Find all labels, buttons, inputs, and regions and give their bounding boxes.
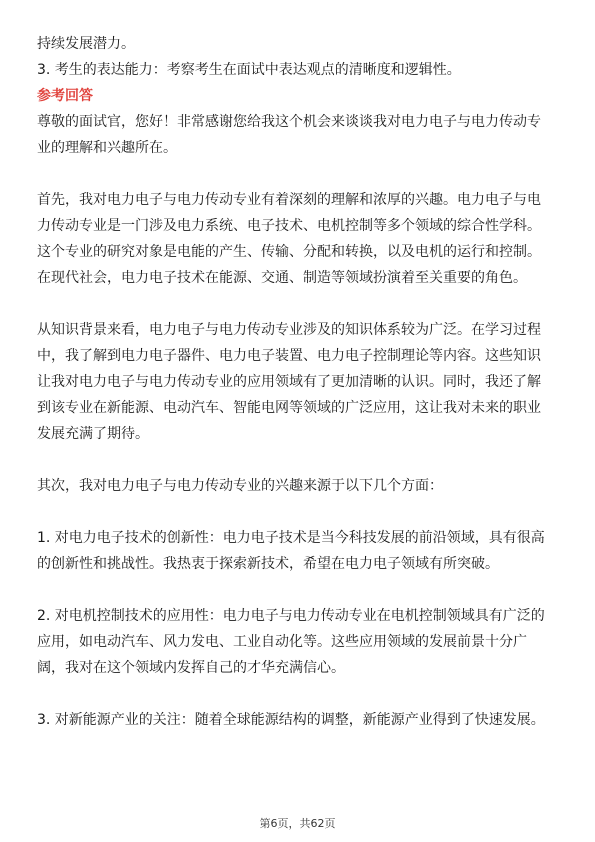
text-line: 3. 考生的表达能力：考察考生在面试中表达观点的清晰度和逻辑性。 bbox=[37, 62, 461, 78]
text-line: 首先，我对电力电子与电力传动专业有着深刻的理解和浓厚的兴趣。电力电子与电 bbox=[37, 192, 541, 208]
text-line: 尊敬的面试官，您好！非常感谢您给我这个机会来谈谈我对电力电子与电力传动专 bbox=[37, 114, 541, 130]
page-body bbox=[37, 31, 557, 733]
text-line: 到该专业在新能源、电动汽车、智能电网等领域的广泛应用，这让我对未来的职业 bbox=[37, 400, 541, 416]
text-line: 业的理解和兴趣所在。 bbox=[37, 140, 177, 156]
paragraph bbox=[37, 57, 557, 83]
paragraph bbox=[37, 473, 557, 499]
paragraph-spacer bbox=[37, 681, 557, 707]
paragraph bbox=[37, 109, 557, 161]
text-line: 其次，我对电力电子与电力传动专业的兴趣来源于以下几个方面： bbox=[37, 478, 443, 494]
text-line: 让我对电力电子与电力传动专业的应用领域有了更加清晰的认识。同时，我还了解 bbox=[37, 374, 541, 390]
text-line: 阔，我对在这个领域内发挥自己的才华充满信心。 bbox=[37, 660, 345, 676]
paragraph bbox=[37, 187, 557, 291]
text-line: 这个专业的研究对象是电能的产生、传输、分配和转换，以及电机的运行和控制。 bbox=[37, 244, 541, 260]
paragraph bbox=[37, 31, 557, 57]
text-line: 持续发展潜力。 bbox=[37, 36, 135, 52]
text-line: 在现代社会，电力电子技术在能源、交通、制造等领域扮演着至关重要的角色。 bbox=[37, 270, 527, 286]
text-line: 2. 对电机控制技术的应用性：电力电子与电力传动专业在电机控制领域具有广泛的 bbox=[37, 608, 545, 624]
text-line: 从知识背景来看，电力电子与电力传动专业涉及的知识体系较为广泛。在学习过程 bbox=[37, 322, 541, 338]
text-line: 3. 对新能源产业的关注：随着全球能源结构的调整，新能源产业得到了快速发展。 bbox=[37, 712, 545, 728]
paragraph bbox=[37, 525, 557, 577]
paragraph-spacer bbox=[37, 161, 557, 187]
text-line: 力传动专业是一门涉及电力系统、电子技术、电机控制等多个领域的综合性学科。 bbox=[37, 218, 541, 234]
text-line: 中，我了解到电力电子器件、电力电子装置、电力电子控制理论等内容。这些知识 bbox=[37, 348, 541, 364]
text-line: 发展充满了期待。 bbox=[37, 426, 149, 442]
section-heading: 参考回答 bbox=[37, 88, 93, 104]
text-line: 的创新性和挑战性。我热衷于探索新技术，希望在电力电子领域有所突破。 bbox=[37, 556, 499, 572]
paragraph bbox=[37, 317, 557, 447]
text-line: 应用，如电动汽车、风力发电、工业自动化等。这些应用领域的发展前景十分广 bbox=[37, 634, 527, 650]
paragraph-spacer bbox=[37, 499, 557, 525]
text-line: 1. 对电力电子技术的创新性：电力电子技术是当今科技发展的前沿领域，具有很高 bbox=[37, 530, 545, 546]
page-footer: 第6页，共62页 bbox=[259, 817, 336, 830]
paragraph bbox=[37, 603, 557, 681]
paragraph bbox=[37, 707, 557, 733]
paragraph-spacer bbox=[37, 291, 557, 317]
paragraph-spacer bbox=[37, 577, 557, 603]
paragraph-spacer bbox=[37, 447, 557, 473]
